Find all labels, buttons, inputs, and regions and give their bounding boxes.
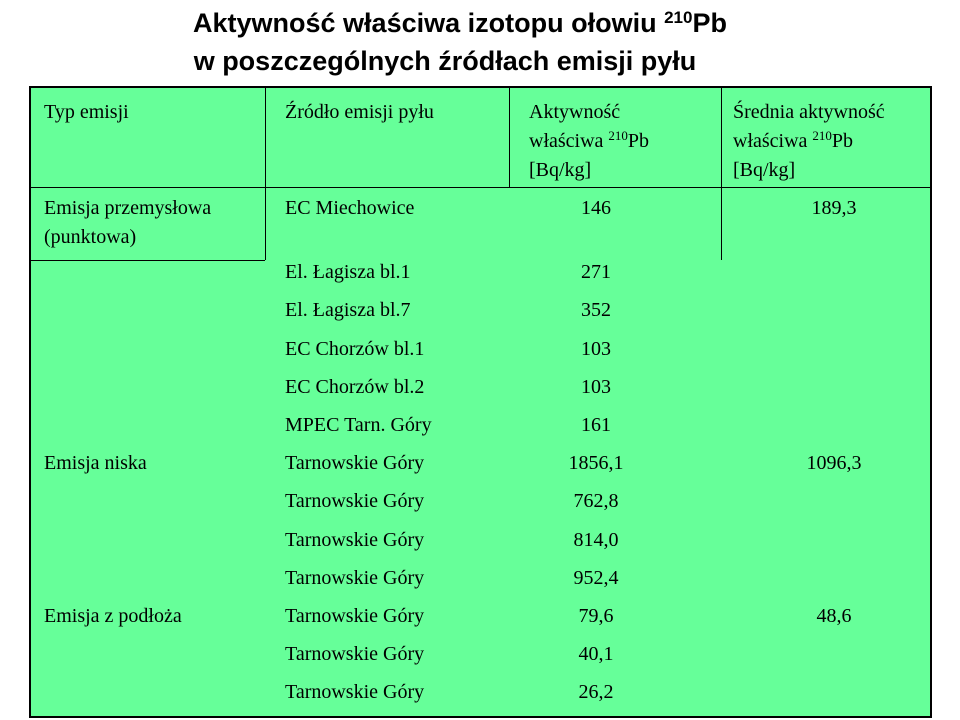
title-line-1 (0, 4, 960, 42)
header-activity-element: Pb (627, 130, 650, 152)
row-source: Tarnowskie Góry (285, 490, 425, 512)
group-industrial-line-2: (punktowa) (44, 226, 137, 248)
header-average-line-1: Średnia aktywność (733, 101, 885, 123)
row-source: Tarnowskie Góry (285, 605, 425, 627)
header-activity-line-2 (529, 127, 699, 156)
row-value: 952,4 (573, 567, 619, 589)
group-low: Emisja niska (44, 452, 147, 474)
header-average-text: właściwa (733, 130, 813, 152)
row-source: El. Łagisza bl.7 (285, 299, 411, 321)
title-line-2: w poszczególnych źródłach emisji pyłu (193, 46, 697, 76)
row-value: 1856,1 (568, 452, 624, 474)
row-source: El. Łagisza bl.1 (285, 261, 411, 283)
row-value: 762,8 (573, 490, 619, 512)
header-divider (31, 187, 930, 188)
row-value: 103 (581, 376, 611, 398)
header-average (733, 98, 933, 185)
group-industrial (44, 194, 211, 252)
header-source: Źródło emisji pyłu (285, 101, 434, 123)
header-average-line-2 (733, 127, 933, 156)
data-table (29, 86, 932, 718)
average-industrial: 189,3 (811, 197, 857, 219)
row-value: 271 (581, 261, 611, 283)
row-source: EC Chorzów bl.2 (285, 376, 425, 398)
title-text: Aktywność właściwa izotopu ołowiu (193, 8, 665, 38)
header-activity-line-1: Aktywność (529, 101, 621, 123)
average-low: 1096,3 (806, 452, 862, 474)
row-source: EC Miechowice (285, 197, 415, 219)
row-source: Tarnowskie Góry (285, 643, 425, 665)
header-divider-1 (265, 88, 266, 188)
header-type: Typ emisji (44, 101, 129, 123)
row-source: Tarnowskie Góry (285, 452, 425, 474)
row-source: Tarnowskie Góry (285, 681, 425, 703)
row-value: 79,6 (578, 605, 614, 627)
group-industrial-line-1: Emisja przemysłowa (44, 197, 212, 219)
industrial-group-divider (31, 260, 265, 261)
row-value: 814,0 (573, 529, 619, 551)
group-ground: Emisja z podłoża (44, 605, 182, 627)
industrial-group-divider-1 (265, 188, 266, 260)
header-average-unit: [Bq/kg] (733, 159, 796, 181)
row-source: Tarnowskie Góry (285, 567, 425, 589)
title-element: Pb (692, 8, 727, 38)
row-value: 40,1 (578, 643, 614, 665)
header-activity-unit: [Bq/kg] (529, 159, 592, 181)
header-activity-isotope: 210 (608, 128, 628, 143)
row-source: Tarnowskie Góry (285, 529, 425, 551)
title-isotope-mass: 210 (664, 8, 693, 27)
row-value: 146 (581, 197, 611, 219)
row-value: 103 (581, 338, 611, 360)
row-source: MPEC Tarn. Góry (285, 414, 432, 436)
header-activity-text: właściwa (529, 130, 609, 152)
header-divider-2 (509, 88, 510, 188)
header-activity (529, 98, 699, 185)
header-average-element: Pb (831, 130, 854, 152)
row-value: 352 (581, 299, 611, 321)
row-value: 161 (581, 414, 611, 436)
header-divider-3 (721, 88, 722, 188)
row-source: EC Chorzów bl.1 (285, 338, 425, 360)
slide-title (0, 4, 960, 80)
industrial-group-divider-2 (721, 188, 722, 260)
header-average-isotope: 210 (812, 128, 832, 143)
average-ground: 48,6 (816, 605, 852, 627)
row-value: 26,2 (578, 681, 614, 703)
